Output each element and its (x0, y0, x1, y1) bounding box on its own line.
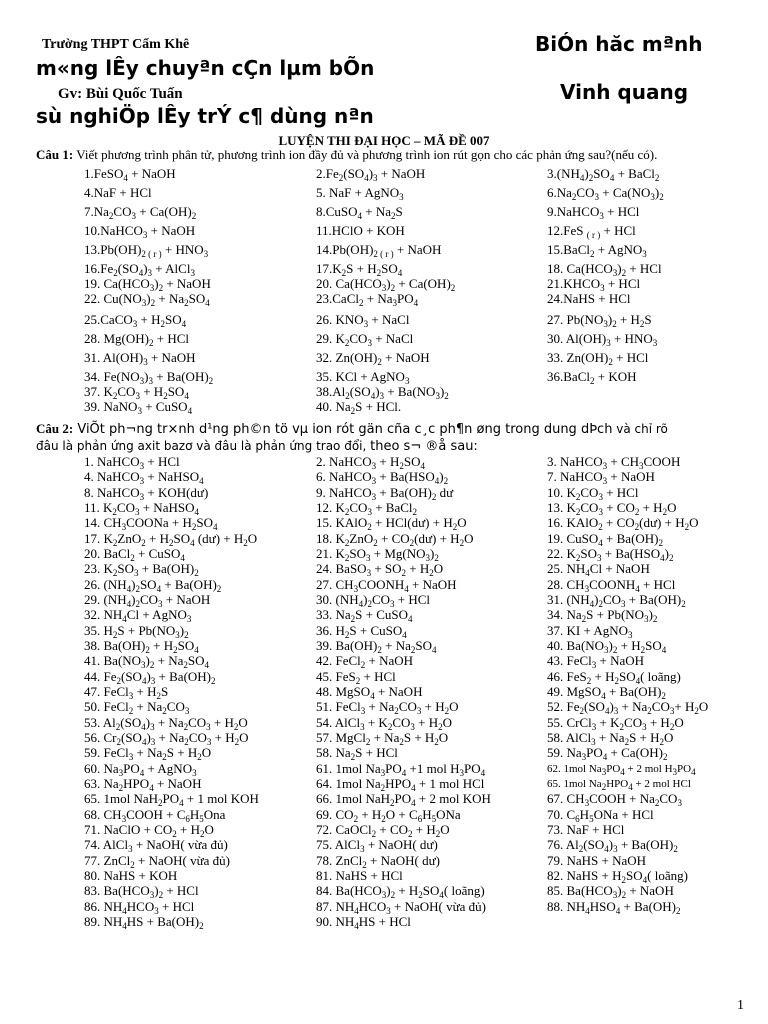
reaction-item: 37. $K_2CO_3 + H_2SO_4$ (84, 384, 189, 401)
reaction-item: 28. $CH_3COONH_4$ + HCl (547, 576, 676, 594)
reaction-item: $3.(NH_4)_2SO_4$ + BaCl$_2$ (547, 166, 660, 183)
reaction-item: 32. $NH_4Cl$ + AgNO$_3$ (84, 607, 192, 625)
reaction-item: 1. NaHCO$_3$ + HCl (84, 454, 180, 471)
reaction-item: $2.Fe_2(SO_4)_3$ + NaOH (316, 166, 426, 183)
reaction-item: 23.CaCl$_2$ + $Na_3PO_4$ (316, 291, 419, 308)
reaction-item: 40. $Na_2S$ + HCl. (316, 399, 402, 416)
reaction-item: 26. $KNO_3$ + NaCl (316, 312, 410, 329)
reaction-item: 55. CrCl$_3$ + $K_2CO_3 + H_2O$ (547, 714, 684, 732)
reaction-item: 25. $NH_4Cl$ + NaOH (547, 561, 650, 579)
reaction-item: 44. $Fe_2(SO_4)_3 + Ba(OH)_2$ (84, 668, 216, 686)
reaction-item: 59. FeCl$_3$ + $Na_2S + H_2O$ (84, 745, 212, 763)
reaction-item: 90. $NH_4HS$ + HCl (316, 913, 411, 931)
reaction-item: $16.Fe_2(SO_4)_3$ + AlCl$_3$ (84, 261, 195, 278)
question-2-line2-tail: theo s¬ ®å sau: (370, 439, 478, 454)
motto-right-2: Vinh quang (560, 80, 689, 104)
reaction-item: 32. $Zn(OH)_2$ + NaOH (316, 350, 430, 367)
reaction-item: 38. $Ba(OH)_2 + H_2SO_4$ (84, 637, 199, 655)
reaction-item: 68. $CH_3COOH + C_6H_5Ona$ (84, 806, 226, 824)
reaction-item: 36.BaCl$_2$ + KOH (547, 369, 637, 386)
reaction-item: 19. CuSO$_4$ + $Ba(OH)_2$ (547, 530, 664, 548)
reaction-item: 8. NaHCO$_3$ + KOH(dư) (84, 484, 209, 502)
reaction-item: 53. $Al_2(SO_4)_3 + Na_2CO_3 + H_2O$ (84, 714, 248, 732)
reaction-item: 10.NaHCO$_3$ + NaOH (84, 223, 196, 240)
reaction-item: 27. $Pb(NO_3)_2 + H_2S$ (547, 312, 652, 329)
reaction-item: 69. $CO_2 + H_2O + C_6H_5ONa$ (316, 806, 461, 824)
reaction-item: 7. NaHCO$_3$ + NaOH (547, 469, 655, 487)
reaction-item: 13. $K_2CO_3 + CO_2 + H_2O$ (547, 499, 677, 517)
page-title: LUYỆN THI ĐẠI HỌC – MÃ ĐỀ 007 (278, 133, 490, 148)
reaction-item: 60. $Na_3PO_4$ + AgNO$_3$ (84, 760, 197, 778)
question-2-line1-tail: và chỉ rõ (612, 422, 668, 436)
reaction-item: 28. $Mg(OH)_2$ + HCl (84, 331, 190, 348)
reaction-item: 76. $Al_2(SO_4)_3 + Ba(OH)_2$ (547, 837, 678, 855)
reaction-item: 22. $Cu(NO_3)_2 + Na_2SO_4$ (84, 291, 210, 308)
reaction-item: 22. $K_2SO_3 + Ba(HSO_4)_2$ (547, 545, 674, 563)
reaction-item: 63. $Na_2HPO_4$ + NaOH (84, 775, 202, 793)
reaction-item: 19. $Ca(HCO_3)_2$ + NaOH (84, 276, 211, 293)
reaction-item: 11. $K_2CO_3$ + NaHSO$_4$ (84, 499, 199, 517)
reaction-item: 83. $Ba(HCO_3)_2$ + HCl (84, 883, 199, 901)
motto-right-1: BiÓn hăc mªnh (535, 32, 703, 56)
reaction-item: 9. NaHCO$_3$ + $Ba(OH)_2$ dư (316, 484, 454, 502)
reaction-item: 10. $K_2CO_3$ + HCl (547, 484, 639, 502)
reaction-item: 12.FeS $_{( r )}$ + HCl (547, 223, 636, 240)
reaction-item: 41. $Ba(NO_3)_2 + Na_2SO_4$ (84, 653, 210, 671)
reaction-item: 30. $(NH_4)_2CO_3$ + HCl (316, 591, 431, 609)
reaction-item: 34. $Na_2S + Pb(NO_3)_2$ (547, 607, 658, 625)
reaction-item: 29. $(NH_4)_2CO_3$ + NaOH (84, 591, 211, 609)
page-number: 1 (737, 998, 744, 1013)
reaction-item: 79. NaHS + NaOH (547, 852, 647, 868)
reaction-item: 65. 1mol $Na_2HPO_4 + 2$ mol HCl (547, 777, 691, 792)
reaction-item: 65. 1mol $NaH_2PO_4 + 1$ mol KOH (84, 791, 259, 809)
reaction-item: 75. AlCl$_3$ + NaOH( dư) (316, 837, 438, 855)
reaction-item: 86. $NH_4HCO_3$ + HCl (84, 898, 195, 916)
question-2-line2: đâu là phản ứng axit bazơ và đâu là phản ứng trao đổi, (36, 439, 371, 453)
reaction-item: 2. NaHCO$_3$ + $H_2SO_4$ (316, 454, 425, 471)
reaction-item: 73. NaF + HCl (547, 821, 625, 837)
reaction-item: 64. 1mol $Na_2HPO_4 + 1$ mol HCl (316, 775, 485, 793)
reaction-item: 26. $(NH_4)_2SO_4 + Ba(OH)_2$ (84, 576, 222, 594)
reaction-item: 48. MgSO$_4$ + NaOH (316, 683, 423, 701)
reaction-item: $7.Na_2CO_3 + Ca(OH)_2$ (84, 204, 197, 221)
reaction-item: 57. MgCl$_2$ + $Na_2S + H_2O$ (316, 729, 449, 747)
reaction-item: 54. AlCl$_3$ + $K_2CO_3 + H_2O$ (316, 714, 452, 732)
reaction-item: 23. $K_2SO_3 + Ba(OH)_2$ (84, 561, 199, 579)
reaction-item: 45. FeS$_2$ + HCl (316, 668, 396, 686)
reaction-item: 17. $K_2ZnO_2 + H_2SO_4$ (dư) + $H_2O$ (84, 530, 258, 548)
reaction-item: 1.FeSO$_4$ + NaOH (84, 166, 176, 183)
reaction-item: 74. AlCl$_3$ + NaOH( vừa đủ) (84, 837, 228, 855)
reaction-item: 66. 1mol $NaH_2PO_4 + 2$ mol KOH (316, 791, 491, 809)
school-name: Trường THPT Cẩm Khê (42, 37, 190, 52)
reaction-item: 31. $(NH_4)_2CO_3 + Ba(OH)_2$ (547, 591, 686, 609)
reaction-item: 84. $Ba(HCO_3)_2 + H_2SO_4$( loãng) (316, 883, 485, 901)
reaction-item: 29. $K_2CO_3$ + NaCl (316, 331, 414, 348)
reaction-item: 58. AlCl$_3$ + $Na_2S + H_2O$ (547, 729, 674, 747)
reaction-item: 87. $NH_4HCO_3$ + NaOH( vừa đủ) (316, 898, 486, 916)
question-1-text: Viết phương trình phân tử, phương trình ion đầy đủ và phương trình ion rút gọn cho các phản ứng sau?(nếu có). (73, 147, 658, 162)
reaction-item: 15. KAlO$_2$ + HCl(dư) + $H_2O$ (316, 515, 467, 533)
reaction-item: 3. NaHCO$_3$ + $CH_3COOH$ (547, 454, 681, 471)
reaction-item: 14. $CH_3COONa + H_2SO_4$ (84, 515, 218, 533)
reaction-item: 42. FeCl$_2$ + NaOH (316, 653, 414, 671)
reaction-item: 30. $Al(OH)_3 + HNO_3$ (547, 331, 658, 348)
reaction-item: 18. $K_2ZnO_2$ + $CO_2(dư) + H_2O$ (316, 530, 474, 548)
question-2-label: Câu 2: (36, 421, 74, 436)
reaction-item: $17.K_2S + H_2SO_4$ (316, 261, 403, 278)
reaction-item: 61. 1mol $Na_3PO_4 +1$ mol $H_3PO_4$ (316, 760, 486, 778)
reaction-item: 51. FeCl$_3$ + $Na_2CO_3 + H_2O$ (316, 699, 459, 717)
reaction-item: 78. ZnCl$_2$ + NaOH( dư) (316, 852, 440, 870)
reaction-item: 20. BaCl$_2$ + CuSO$_4$ (84, 545, 185, 563)
motto-left-2: sù nghiÖp lÊy trÝ c¶ dùng nªn (36, 104, 374, 128)
reaction-item: $21.KHCO_3$ + HCl (547, 276, 641, 293)
reaction-item: 36. $H_2S$ + CuSO$_4$ (316, 622, 407, 640)
reaction-item: 43. FeCl$_3$ + NaOH (547, 653, 645, 671)
reaction-item: 34. $Fe(NO_3)_3 + Ba(OH)_2$ (84, 369, 214, 386)
reaction-item: 37. KI + AgNO$_3$ (547, 622, 633, 640)
reaction-item: 39. $Ba(OH)_2 + Na_2SO_4$ (316, 637, 437, 655)
reaction-item: 72. CaOCl$_2$ + $CO_2 + H_2O$ (316, 821, 450, 839)
reaction-item: 80. NaHS + KOH (84, 867, 178, 883)
reaction-item: $6.Na_2CO_3 + Ca(NO_3)_2$ (547, 185, 664, 202)
reaction-item: 71. NaClO + $CO_2 + H_2O$ (84, 821, 214, 839)
reaction-item: 24. BaSO$_3$ + $SO_2 + H_2O$ (316, 561, 444, 579)
reaction-item: 58. $Na_2S$ + HCl (316, 745, 398, 763)
reaction-item: 35. KCl + AgNO$_3$ (316, 369, 410, 386)
reaction-item: 15.BaCl$_2$ + AgNO$_3$ (547, 242, 647, 259)
reaction-item: 35. $H_2S + Pb(NO_3)_2$ (84, 622, 189, 640)
reaction-item: 4. NaHCO$_3$ + NaHSO$_4$ (84, 469, 204, 487)
question-2-line1: ViÕt ph¬ng tr×nh d¹ng ph©n tö vµ ion rót gän cña c¸c ph¶n øng trong dung dÞch (73, 422, 613, 437)
reaction-item: 52. $Fe_2(SO_4)_3 + Na_2CO_3+ H_2O$ (547, 699, 709, 717)
question-1-label: Câu 1: (36, 147, 74, 162)
reaction-item: 40. $Ba(NO_3)_2 + H_2SO_4$ (547, 637, 667, 655)
reaction-item: 50. FeCl$_2$ + $Na_2CO_3$ (84, 699, 190, 717)
reaction-item: 8.CuSO$_4$ + $Na_2S$ (316, 204, 403, 221)
reaction-item: 12. $K_2CO_3$ + BaCl$_2$ (316, 499, 418, 517)
reaction-item: 59. $Na_3PO_4 + Ca(OH)_2$ (547, 745, 668, 763)
reaction-item: 27. $CH_3COONH_4$ + NaOH (316, 576, 457, 594)
reaction-item: 4.NaF + HCl (84, 185, 152, 200)
reaction-item: 25.CaCO$_3$ + $H_2SO_4$ (84, 312, 187, 329)
reaction-item: 89. $NH_4HS + Ba(OH)_2$ (84, 913, 204, 931)
reaction-item: 16. KAlO$_2$ + $CO_2(dư) + H_2O$ (547, 515, 699, 533)
reaction-item: 46. $FeS_2 + H_2SO_4$( loãng) (547, 668, 681, 686)
reaction-item: 88. $NH_4HSO_4 + Ba(OH)_2$ (547, 898, 681, 916)
reaction-item: 11.HClO + KOH (316, 223, 405, 238)
reaction-item: 81. NaHS + HCl (316, 867, 403, 883)
reaction-item: $14.Pb(OH)_{2 ( r )}$ + NaOH (316, 242, 442, 259)
reaction-item: 62. 1mol $Na_3PO_4 + 2$ mol $H_3PO_4$ (547, 762, 696, 777)
reaction-item: 70. $C_6H_5ONa$ + HCl (547, 806, 654, 824)
teacher-name: Gv: Bùi Quốc Tuấn (58, 86, 183, 102)
motto-left-1: m«ng lÊy chuyªn cÇn lµm bÕn (36, 56, 375, 80)
reaction-item: 21. $K_2SO_3 + Mg(NO_3)_2$ (316, 545, 439, 563)
reaction-item: 5. NaF + AgNO$_3$ (316, 185, 404, 202)
reaction-item: $38.Al_2(SO_4)_3 + Ba(NO_3)_2$ (316, 384, 449, 401)
reaction-item: 85. $Ba(HCO_3)_2$ + NaOH (547, 883, 674, 901)
reaction-item: 33. $Zn(OH)_2$ + HCl (547, 350, 649, 367)
reaction-item: 56. $Cr_2(SO_4)_3 + Na_2CO_3 + H_2O$ (84, 729, 249, 747)
reaction-item: 20. $Ca(HCO_3)_2 + Ca(OH)_2$ (316, 276, 456, 293)
reaction-item: 24.NaHS + HCl (547, 291, 631, 306)
reaction-item: 39. NaNO$_3$ + CuSO$_4$ (84, 399, 193, 416)
reaction-item: 47. FeCl$_3$ + $H_2S$ (84, 683, 169, 701)
reaction-item: 49. MgSO$_4$ + $Ba(OH)_2$ (547, 683, 666, 701)
reaction-item: 18. $Ca(HCO_3)_2$ + HCl (547, 261, 662, 278)
reaction-item: 33. $Na_2S$ + CuSO$_4$ (316, 607, 413, 625)
reaction-item: 67. $CH_3COOH + Na_2CO_3$ (547, 791, 682, 809)
reaction-item: 82. NaHS + $H_2SO_4$( loãng) (547, 867, 688, 885)
reaction-item: $13.Pb(OH)_{2 ( r )} + HNO_3$ (84, 242, 209, 259)
reaction-item: 31. $Al(OH)_3$ + NaOH (84, 350, 196, 367)
reaction-item: 6. NaHCO$_3$ + $Ba(HSO_4)_2$ (316, 469, 449, 487)
reaction-item: 77. ZnCl$_2$ + NaOH( vừa đủ) (84, 852, 230, 870)
reaction-item: 9.NaHCO$_3$ + HCl (547, 204, 640, 221)
